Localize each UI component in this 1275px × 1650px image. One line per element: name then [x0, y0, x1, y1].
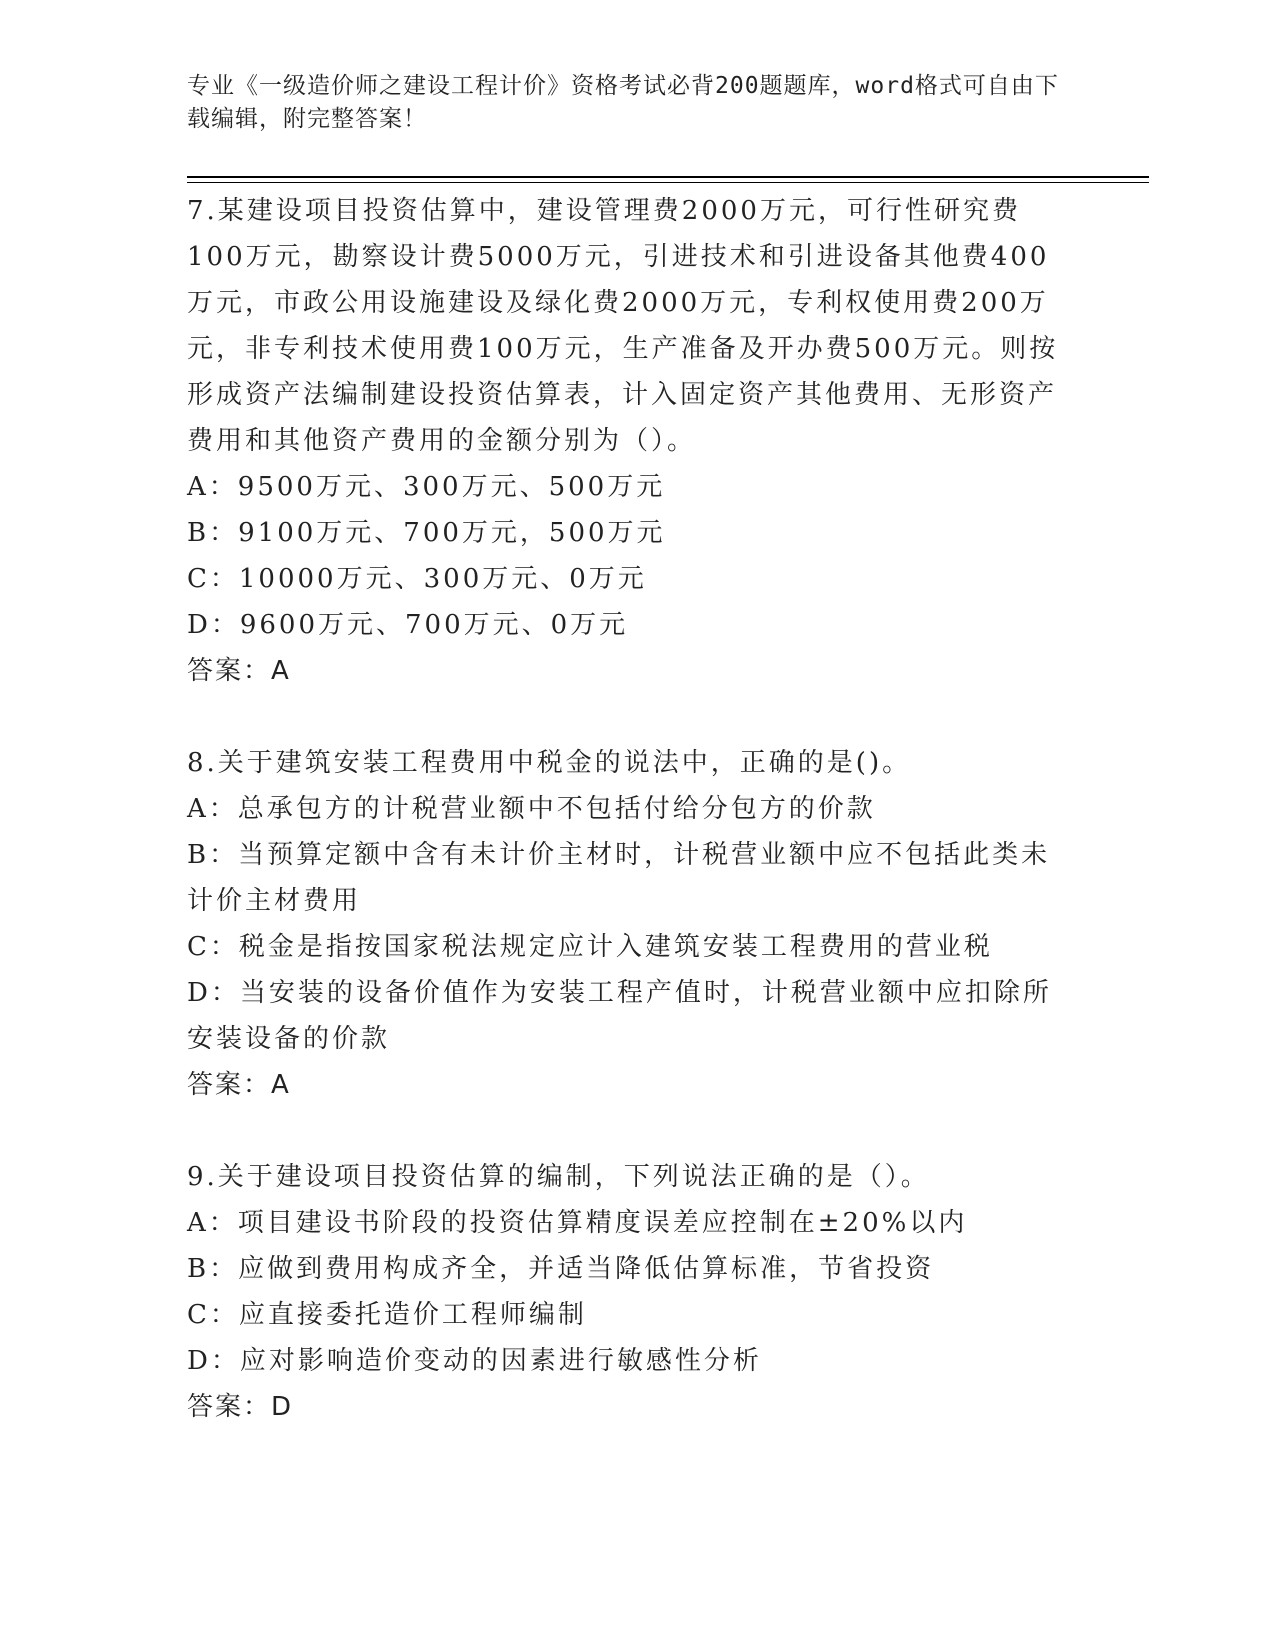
question-9 — [187, 1154, 1077, 1430]
option-b: B：9100万元、700万元，500万元 — [187, 518, 666, 548]
option-d: D：应对影响造价变动的因素进行敏感性分析 — [187, 1346, 762, 1376]
document-header-note: 专业《一级造价师之建设工程计价》资格考试必背200题题库，word格式可自由下载编辑，附完整答案！ — [187, 73, 1059, 132]
question-stem: 8.关于建筑安装工程费用中税金的说法中，正确的是()。 — [187, 748, 912, 778]
option-b: B：当预算定额中含有未计价主材时，计税营业额中应不包括此类未计价主材费用 — [187, 840, 1051, 916]
header-divider-thick — [187, 176, 1149, 178]
option-a: A：项目建设书阶段的投资估算精度误差应控制在±20%以内 — [187, 1208, 968, 1238]
answer: 答案：D — [187, 1392, 294, 1422]
option-b: B：应做到费用构成齐全，并适当降低估算标准，节省投资 — [187, 1254, 935, 1284]
header-divider-thin — [187, 182, 1149, 183]
answer: 答案：A — [187, 1070, 291, 1100]
question-list — [187, 188, 1077, 1476]
option-a: A：总承包方的计税营业额中不包括付给分包方的价款 — [187, 794, 876, 824]
question-7 — [187, 188, 1077, 694]
option-c: C：应直接委托造价工程师编制 — [187, 1300, 587, 1330]
question-8 — [187, 740, 1077, 1108]
option-a: A：9500万元、300万元、500万元 — [187, 472, 666, 502]
option-c: C：税金是指按国家税法规定应计入建筑安装工程费用的营业税 — [187, 932, 993, 962]
answer: 答案：A — [187, 656, 291, 686]
option-d: D：当安装的设备价值作为安装工程产值时，计税营业额中应扣除所安装设备的价款 — [187, 978, 1052, 1054]
question-stem: 9.关于建设项目投资估算的编制，下列说法正确的是（）。 — [187, 1162, 930, 1192]
option-d: D：9600万元、700万元、0万元 — [187, 610, 629, 640]
option-c: C：10000万元、300万元、0万元 — [187, 564, 647, 594]
question-stem: 7.某建设项目投资估算中，建设管理费2000万元，可行性研究费100万元，勘察设计费5000万元，引进技术和引进设备其他费400万元，市政公用设施建设及绿化费2000万元，专利权使用费200万元，非专利技术使用费100万元，生产准备及开办费500万元。则按形成资产法编制建设投资估算表，计入固定资产其他费用、无形资产费用和其他资产费用的金额分别为（）。 — [187, 196, 1059, 456]
